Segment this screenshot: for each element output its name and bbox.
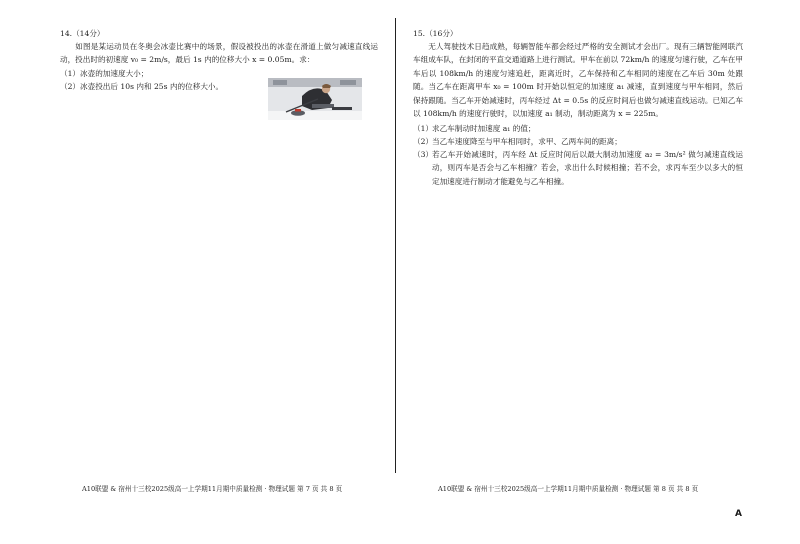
corner-mark: A <box>735 509 742 519</box>
question-15-header: 15.（16分） <box>413 29 458 38</box>
question-15-part-3 <box>413 148 743 188</box>
curling-photo <box>268 78 362 120</box>
column-divider <box>395 18 396 473</box>
question-15-intro: 无人驾驶技术日趋成熟，每辆智能车都会经过严格的安全测试才会出厂。现有三辆智能网联汽车组成车队，在封闭的平直交通道路上进行测试。甲车在前以 72km/h 的速度匀速行驶，乙车在甲车后以 108km/h 的速度匀速追赶，距离近时，乙车保持和乙车相同的速度在乙车后 30m 处跟随。当乙车在距离甲车 x₀ = 100m 时开始以恒定的加速度 a₁ 减速，直到速度与甲车相同，然后保持跟随。当乙车开始减速时，丙车经过 Δt = 0.5s 的反应时间后也做匀减速直线运动。已知乙车以 108km/h 的速度行驶时，以加速度 a₁ 制动，制动距离为 x = 225m。 <box>413 42 743 119</box>
question-15-part-2 <box>413 135 743 148</box>
part-1-number: （1） <box>413 124 434 133</box>
question-14-part-1: （1）冰壶的加速度大小； <box>60 69 149 78</box>
question-14-header: 14.（14分） <box>60 29 105 38</box>
left-page-footer: A10联盟 & 宿州十三校2025级高一上学期11月期中质量检测 · 物理试题 第 7 页 共 8 页 <box>82 485 343 493</box>
question-15-part-1 <box>413 122 743 135</box>
part-3-number: （3） <box>413 150 434 159</box>
part-2-text: 当乙车速度降至与甲车相同时，求甲、乙两车间的距离； <box>432 137 622 146</box>
question-14-intro: 如图是某运动员在冬奥会冰壶比赛中的场景，假设被投出的冰壶在滑道上做匀减速直线运动，投出时的初速度 v₀ = 2m/s，最后 1s 内的位移大小 x = 0.05m。求： <box>60 42 378 65</box>
part-2-number: （2） <box>413 137 434 146</box>
part-3-text: 若乙车开始减速时，丙车经 Δt 反应时间后以最大制动加速度 a₂ = 3m/s² 做匀减速直线运动，则丙车是否会与乙车相撞？若会，求出什么时候相撞；若不会，求丙车至少以多大的恒定加速度进行制动才能避免与乙车相撞。 <box>432 150 743 186</box>
question-14-part-2: （2）冰壶投出后 10s 内和 25s 内的位移大小。 <box>60 82 224 91</box>
right-page-footer: A10联盟 & 宿州十三校2025级高一上学期11月期中质量检测 · 物理试题 第 8 页 共 8 页 <box>438 485 699 493</box>
part-1-text: 求乙车制动时加速度 a₁ 的值； <box>432 124 536 133</box>
